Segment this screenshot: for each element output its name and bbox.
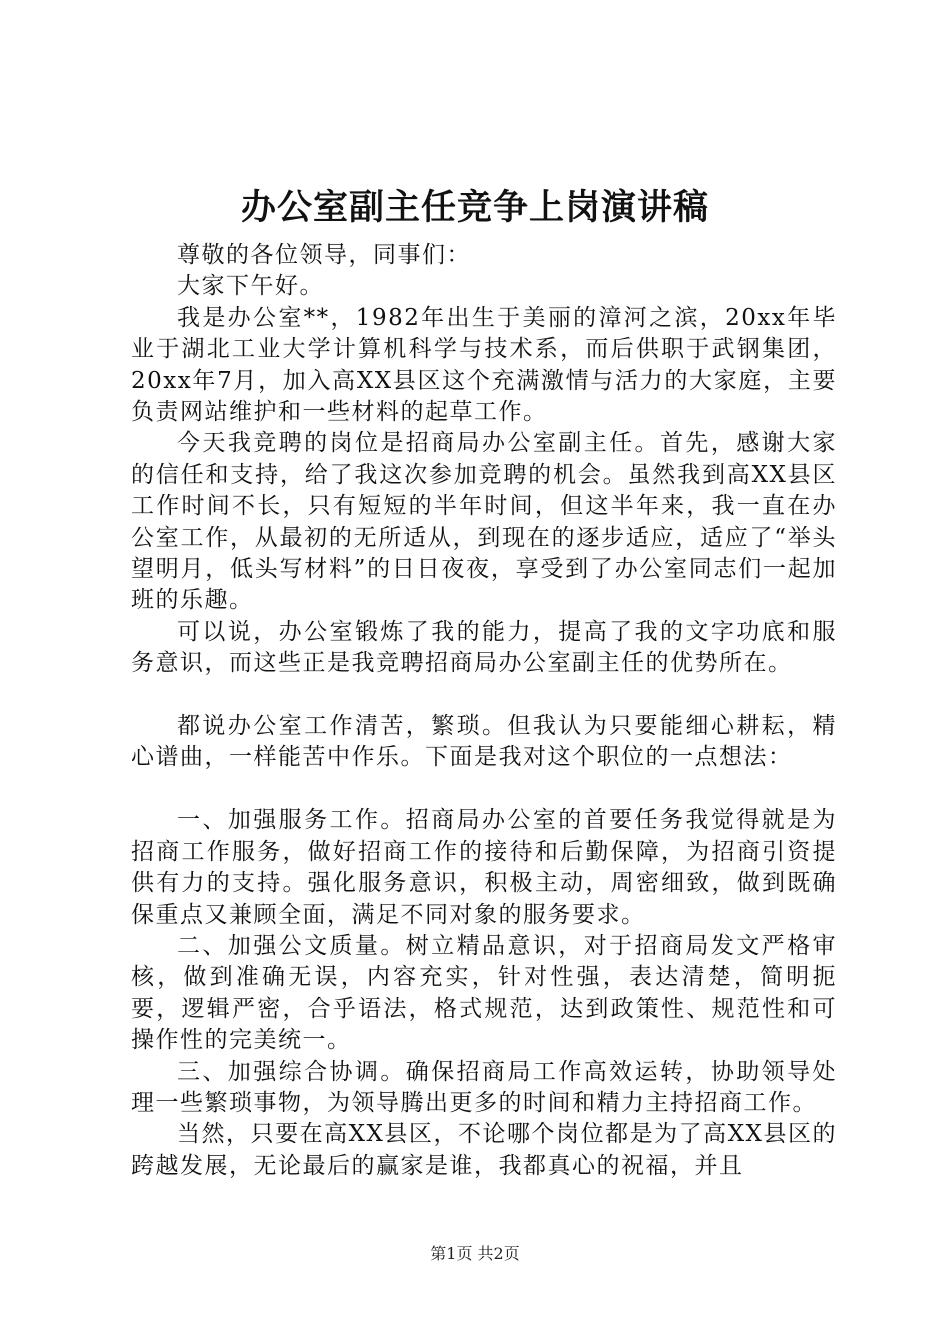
document-title: 办公室副主任竞争上岗演讲稿	[240, 187, 709, 228]
document-body	[131, 240, 837, 1182]
strengths-paragraph: 可以说，办公室锻炼了我的能力，提高了我的文字功底和服务意识，而这些正是我竞聘招商局办公室副主任的优势所在。	[131, 618, 837, 677]
page-number-footer: 第1页 共2页	[430, 1244, 520, 1263]
greeting: 大家下午好。	[177, 273, 324, 300]
idea-three-paragraph: 三、加强综合协调。确保招商局工作高效运转，协助领导处理一些繁琐事物，为领导腾出更多的时间和精力主持招商工作。	[131, 1058, 837, 1116]
position-paragraph: 今天我竞聘的岗位是招商局办公室副主任。首先，感谢大家的信任和支持，给了我这次参加竞聘的机会。虽然我到高XX县区工作时间不长，只有短短的半年时间，但这半年来，我一直在办公室工作，从最初的无所适从，到现在的逐步适应，适应了“举头望明月，低头写材料”的日日夜夜，享受到了办公室同志们一起加班的乐趣。	[131, 430, 837, 614]
self-introduction-paragraph: 我是办公室**，1982年出生于美丽的漳河之滨，20xx年毕业于湖北工业大学计算机科学与技术系，而后供职于武钢集团，20xx年7月，加入高XX县区这个充满激情与活力的大家庭，主要负责网站维护和一些材料的起草工作。	[131, 304, 837, 426]
intro-to-ideas-paragraph: 都说办公室工作清苦，繁琐。但我认为只要能细心耕耘，精心谱曲，一样能苦中作乐。下面是我对这个职位的一点想法：	[131, 713, 837, 771]
salutation: 尊敬的各位领导，同事们：	[177, 242, 471, 268]
idea-one-paragraph: 一、加强服务工作。招商局办公室的首要任务我觉得就是为招商工作服务，做好招商工作的接待和后勤保障，为招商引资提供有力的支持。强化服务意识，积极主动，周密细致，做到既确保重点又兼顾全面，满足不同对象的服务要求。	[131, 807, 837, 928]
idea-two-paragraph: 二、加强公文质量。树立精品意识，对于招商局发文严格审核，做到准确无误，内容充实，针对性强，表达清楚，简明扼要，逻辑严密，合乎语法，格式规范，达到政策性、规范性和可操作性的完美统一。	[131, 932, 837, 1054]
closing-paragraph: 当然，只要在高XX县区，不论哪个岗位都是为了高XX县区的跨越发展，无论最后的赢家是谁，我都真心的祝福，并且	[131, 1121, 837, 1179]
